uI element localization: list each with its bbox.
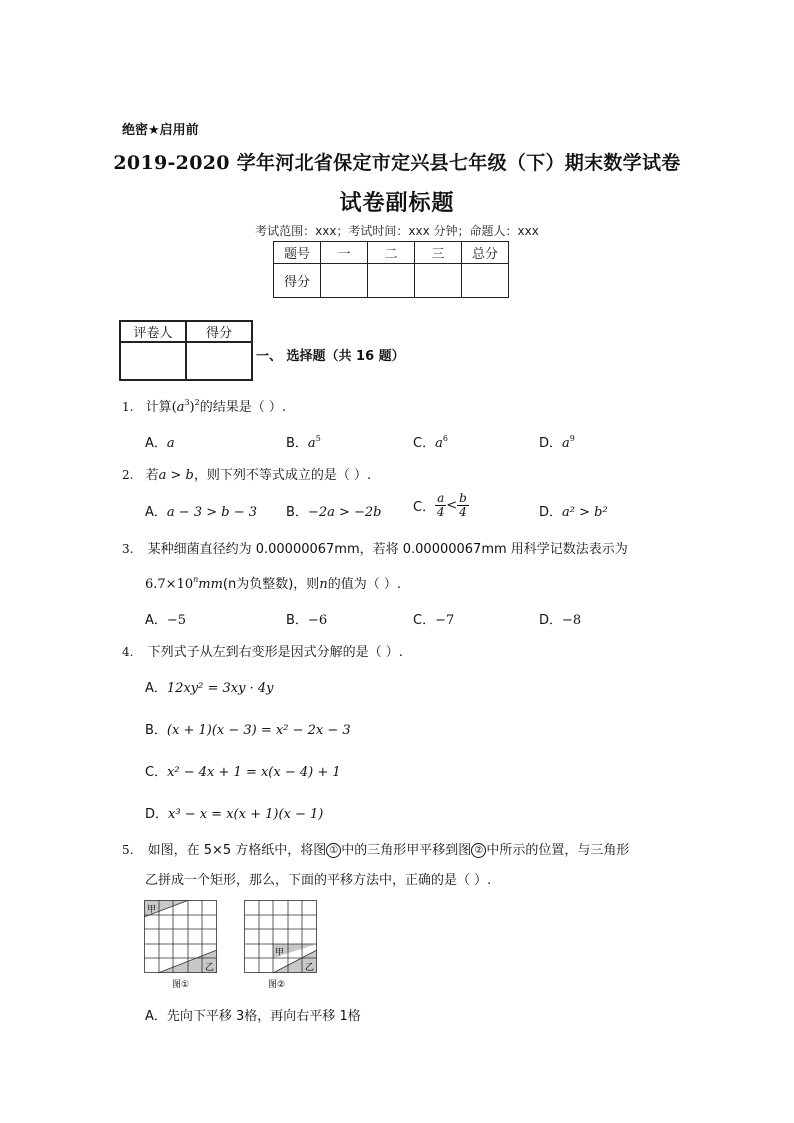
score-cell[interactable] [415,264,462,298]
option-a[interactable]: A．−5 [145,613,187,628]
score-cell[interactable] [462,264,509,298]
reviewer-score-cell[interactable] [186,342,252,380]
question-stem: 某种细菌直径约为 0.00000067mm，若将 0.00000067mm 用科学记数法表示为 [147,542,628,557]
question-stem: 下列式子从左到右变形是因式分解的是（ ）. [147,645,403,660]
option-b[interactable]: B．−2a > −2b [286,505,382,520]
confidential-label: 绝密★启用前 [122,123,199,138]
question-number: 1. [122,400,134,414]
score-table [273,241,509,298]
question-number: 3. [122,542,134,556]
score-header-cell: 题号 [274,242,321,264]
exam-info: 考试范围：xxx；考试时间：xxx 分钟；命题人：xxx [255,224,539,238]
label-jia: 甲 [147,905,157,915]
reviewer-table [119,320,253,381]
option-a[interactable]: A．12xy² = 3xy · 4y [145,681,274,696]
question-stem: ，则下列不等式成立的是（ ）. [193,468,372,483]
figure-2 [244,900,320,990]
score-cell[interactable] [368,264,415,298]
question-4 [122,641,403,660]
option-d[interactable]: D．−8 [539,613,582,628]
question-number: 4. [122,645,134,659]
score-header-cell: 总分 [462,242,509,264]
figure-caption: 图② [268,980,286,990]
circled-one: ① [326,843,341,858]
reviewer-header: 评卷人 [120,321,186,342]
reviewer-cell[interactable] [120,342,186,380]
label-yi: 乙 [205,963,215,973]
option-d[interactable]: D．x³ − x = x(x + 1)(x − 1) [145,807,324,822]
exam-subtitle: 试卷副标题 [339,190,455,216]
reviewer-score-header: 得分 [186,321,252,342]
exam-title: 2019-2020 学年河北省保定市定兴县七年级（下）期末数学试卷 [113,152,681,174]
question-stem: 的结果是（ ）. [199,400,286,415]
figure-caption: 图① [172,980,190,990]
score-cell[interactable] [321,264,368,298]
question-1 [122,396,286,415]
question-stem: 如图，在 5×5 方格纸中，将图 [147,843,327,858]
section-title: 一、 选择题（共 16 题） [256,349,405,364]
option-a[interactable]: A．先向下平移 3格，再向右平移 1格 [145,1009,361,1024]
math-expression: a > b [158,468,194,483]
question-stem: 若 [145,468,159,483]
option-a[interactable]: A．a [145,436,175,451]
question-number: 2. [122,468,134,482]
score-row-label: 得分 [274,264,321,298]
option-b[interactable]: B．(x + 1)(x − 3) = x² − 2x − 3 [145,723,351,738]
option-d[interactable]: D．a² > b² [539,505,608,520]
option-c[interactable]: C． $\frac{a}{4}<$ $\frac{b}{4}$ [413,491,467,519]
question-5: 5. 如图，在 5×5 方格纸中，将图 ① 中的三角形甲平移到图 ② 中所示的位置，与三角形 [122,843,630,858]
option-a[interactable]: A．a − 3 > b − 3 [145,505,257,520]
label-jia: 甲 [275,948,285,958]
option-b[interactable]: B．$a^5$ [286,434,321,451]
score-header-cell: 二 [368,242,415,264]
label-yi: 乙 [305,963,315,973]
math-expression: $(a^3)^2$ [171,398,200,415]
question-3 [122,538,628,557]
score-header-cell: 三 [415,242,462,264]
option-c[interactable]: C．$a^6$ [413,434,448,451]
question-5-line2: 乙拼成一个矩形，那么，下面的平移方法中，正确的是（ ）. [145,873,492,888]
option-d[interactable]: D．$a^9$ [539,434,575,451]
question-2 [122,464,371,483]
question-3-line2: $6.7\times 10^nmm(n$为负整数)，则n的值为（ ）. [145,575,401,592]
question-number: 5. [122,843,134,857]
option-b[interactable]: B．−6 [286,613,328,628]
option-c[interactable]: C．x² − 4x + 1 = x(x − 4) + 1 [145,765,341,780]
figure-1 [144,900,220,990]
score-header-cell: 一 [321,242,368,264]
circled-two: ② [471,843,486,858]
question-stem: 计算 [145,400,172,415]
option-c[interactable]: C．−7 [413,613,455,628]
